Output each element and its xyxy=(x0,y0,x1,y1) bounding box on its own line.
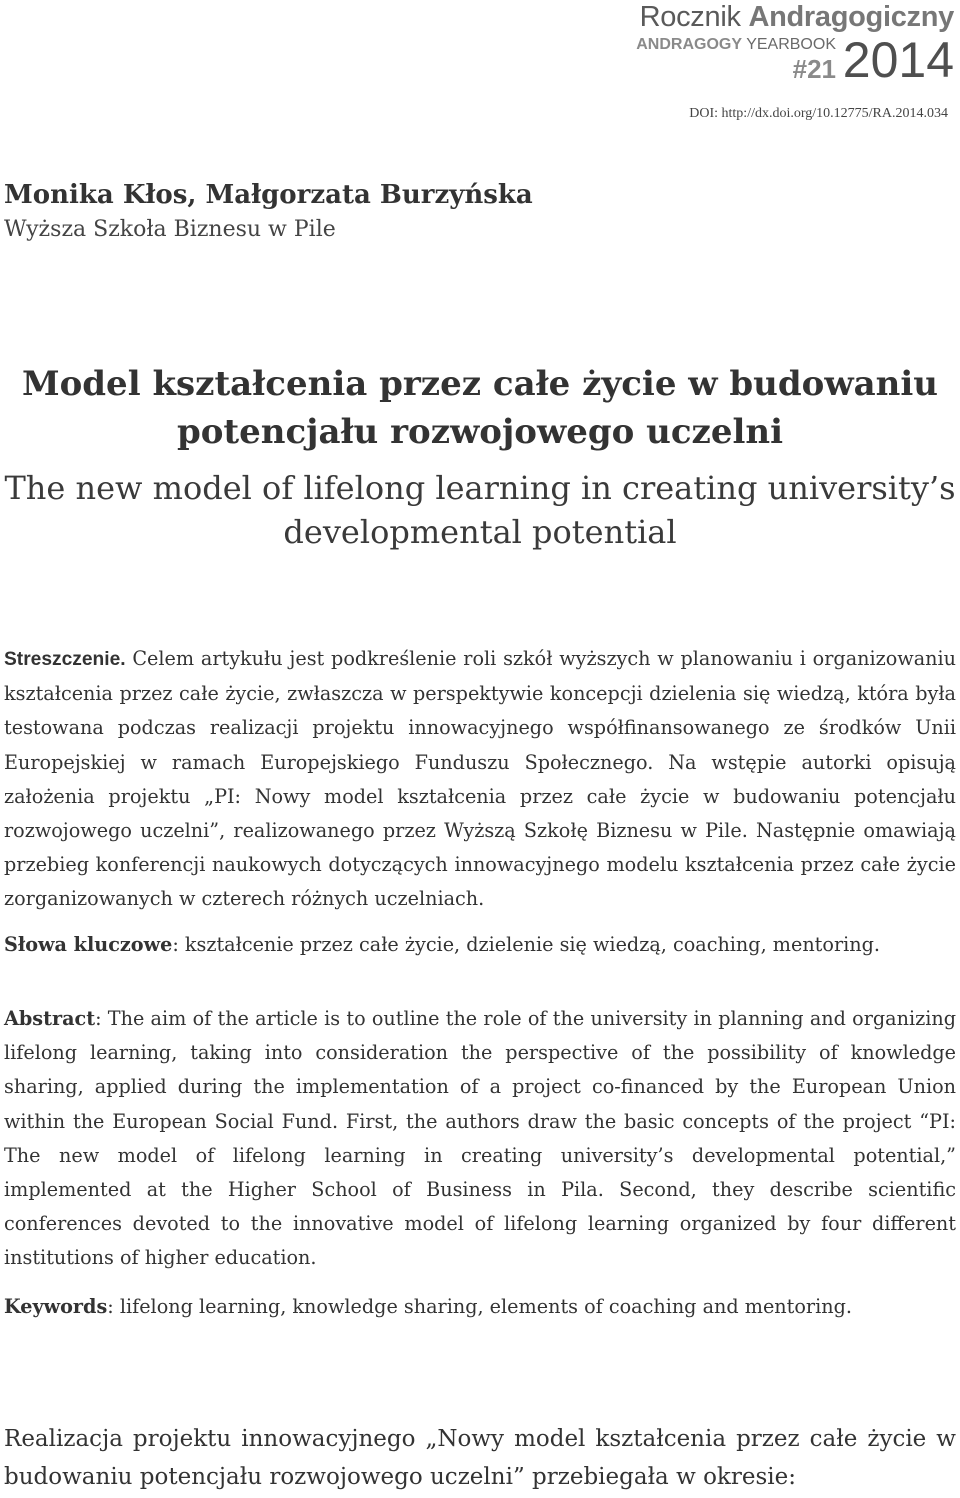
abstract-english-label: Abstract xyxy=(4,1007,96,1030)
journal-name-part2: Andragogiczny xyxy=(748,1,954,33)
abstract-polish xyxy=(4,642,956,917)
body-paragraph: Realizacja projektu innowacyjnego „Nowy model kształcenia przez całe życie w budowaniu potencjału rozwojowego uczelni” przebiegała w okresie: xyxy=(4,1426,956,1490)
journal-name-part1: Rocznik xyxy=(639,1,741,33)
authors: Monika Kłos, Małgorzata Burzyńska xyxy=(4,180,533,210)
abstract-polish-text: Celem artykułu jest podkreślenie roli szkół wyższych w planowaniu i organizowaniu kształcenia przez całe życie, zwłaszcza w perspektywie koncepcji dzielenia się wiedzą, która była testowana podczas realizacji projektu innowacyjnego współfinansowanego ze środków Unii Europejskiej w ramach Europejskiego Funduszu Społecznego. Na wstępie autorki opisują założenia projektu „PI: Nowy model kształcenia przez całe życie w budowaniu potencjału rozwojowego uczelni”, realizowanego przez Wyższą Szkołę Biznesu w Pile. Następnie omawiają przebieg konferencji naukowych dotyczących innowacyjnego modelu kształcenia przez całe życie zorganizowanych w czterech różnych uczelniach. xyxy=(4,647,956,911)
abstract-english-text: : The aim of the article is to outline the role of the university in planning and organizing lifelong learning, taking into consideration the perspective of the possibility of knowledge sharing, applied during the implementation of a project co-financed by the European Union within the European Social Fund. First, the authors draw the basic concepts of the project “PI: The new model of lifelong learning in creating university’s developmental potential,” implemented at the Higher School of Business in Pila. Second, they describe scientific conferences devoted to the innovative model of lifelong learning organized by four different institutions of higher education. xyxy=(4,1007,956,1270)
title-polish: Model kształcenia przez całe życie w budowaniu potencjału rozwojowego uczelni xyxy=(21,364,939,452)
keywords-polish xyxy=(4,928,956,962)
keywords-polish-label: Słowa kluczowe xyxy=(4,933,173,956)
journal-name xyxy=(624,2,954,32)
keywords-english xyxy=(4,1290,956,1324)
abstract-english xyxy=(4,1002,956,1276)
affiliation: Wyższa Szkoła Biznesu w Pile xyxy=(4,217,336,242)
title-english: The new model of lifelong learning in creating university’s developmental potential xyxy=(4,469,956,551)
keywords-polish-text: : kształcenie przez całe życie, dzielenie się wiedzą, coaching, mentoring. xyxy=(172,933,880,956)
keywords-english-label: Keywords xyxy=(4,1295,108,1318)
journal-year: 2014 xyxy=(842,32,954,88)
journal-subtitle: ANDRAGOGY YEARBOOK xyxy=(636,36,836,53)
doi-link[interactable]: DOI: http://dx.doi.org/10.12775/RA.2014.034 xyxy=(689,106,948,121)
keywords-english-text: : lifelong learning, knowledge sharing, elements of coaching and mentoring. xyxy=(107,1295,852,1318)
abstract-polish-label: Streszczenie. xyxy=(4,649,126,670)
journal-logo xyxy=(624,1,954,88)
journal-issue: #21 xyxy=(792,54,836,84)
